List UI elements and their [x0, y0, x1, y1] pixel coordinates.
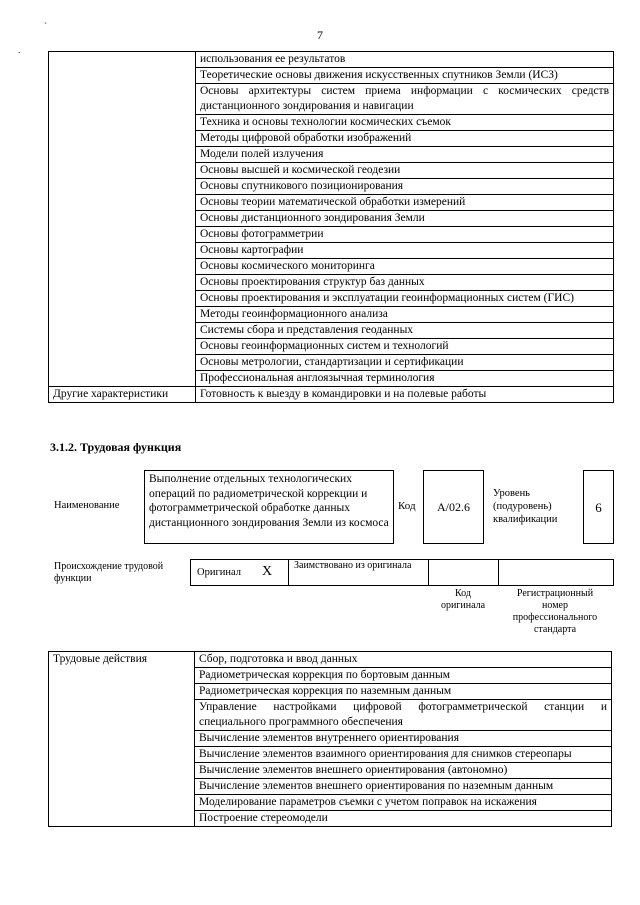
knowledge-item: Профессиональная англоязычная терминология [196, 371, 614, 387]
labor-action-item: Вычисление элементов внешнего ориентирования (автономно) [195, 763, 612, 779]
knowledge-item: Основы проектирования и эксплуатации геоинформационных систем (ГИС) [196, 291, 614, 307]
labor-action-item: Сбор, подготовка и ввод данных [195, 652, 612, 668]
divider [428, 559, 429, 586]
labor-action-item: Управление настройками цифровой фотограмметрической станции и специального программного обеспечения [195, 700, 612, 731]
labor-actions-label: Трудовые действия [49, 652, 195, 827]
knowledge-item: Теоретические основы движения искусственных спутников Земли (ИСЗ) [196, 68, 614, 84]
scan-mark: . [18, 45, 21, 55]
knowledge-item: Основы высшей и космической геодезии [196, 163, 614, 179]
knowledge-item: Основы спутникового позиционирования [196, 179, 614, 195]
name-label: Наименование [54, 500, 120, 511]
code-label: Код [398, 500, 416, 512]
name-box [144, 470, 394, 544]
table-row [49, 652, 612, 668]
knowledge-item: Основы картографии [196, 243, 614, 259]
function-name: Выполнение отдельных технологических операций по радиометрической коррекции и фотограмметрической обработке данных дистанционного зондирования Земли из космоса [149, 473, 389, 529]
knowledge-item: Методы цифровой обработки изображений [196, 131, 614, 147]
labor-action-item: Построение стереомодели [195, 811, 612, 827]
table-row [49, 52, 614, 68]
knowledge-item: Основы фотограмметрии [196, 227, 614, 243]
original-mark: X [262, 564, 273, 579]
original-label: Оригинал [197, 567, 241, 578]
reg-number-caption: Регистрационный номер профессионального стандарта [512, 588, 598, 635]
code-box [423, 470, 484, 544]
knowledge-item: Основы метрологии, стандартизации и сертификации [196, 355, 614, 371]
knowledge-item: Основы геоинформационных систем и технологий [196, 339, 614, 355]
labor-actions-table [48, 651, 612, 827]
labor-action-item: Моделирование параметров съемки с учетом поправок на искажения [195, 795, 612, 811]
code-original-caption: Код оригинала [440, 588, 486, 611]
knowledge-item: Готовность к выезду в командировки и на полевые работы [196, 387, 614, 403]
level-value: 6 [595, 500, 602, 515]
knowledge-item: Основы проектирования структур баз данных [196, 275, 614, 291]
origin-label: Происхождение трудовой функции [54, 561, 164, 584]
knowledge-item: Основы теории математической обработки измерений [196, 195, 614, 211]
knowledge-item: Основы космического мониторинга [196, 259, 614, 275]
section-heading: 3.1.2. Трудовая функция [50, 440, 182, 454]
code-value: А/02.6 [437, 500, 470, 514]
divider [288, 559, 289, 586]
labor-action-item: Радиометрическая коррекция по бортовым данным [195, 668, 612, 684]
scan-mark: ` [44, 21, 47, 31]
labor-action-item: Вычисление элементов внутреннего ориентирования [195, 731, 612, 747]
labor-action-item: Вычисление элементов взаимного ориентирования для снимков стереопары [195, 747, 612, 763]
knowledge-item: использования ее результатов [196, 52, 614, 68]
labor-action-item: Радиометрическая коррекция по наземным данным [195, 684, 612, 700]
divider [498, 559, 499, 586]
knowledge-item: Модели полей излучения [196, 147, 614, 163]
knowledge-item: Системы сбора и представления геоданных [196, 323, 614, 339]
knowledge-item: Методы геоинформационного анализа [196, 307, 614, 323]
knowledge-table [48, 51, 614, 403]
table-row [49, 387, 614, 403]
level-label: Уровень (подуровень) квалификации [493, 488, 558, 525]
knowledge-item: Основы архитектуры систем приема информации с космических средств дистанционного зондирования и навигации [196, 84, 614, 115]
level-box [583, 470, 614, 544]
knowledge-item: Техника и основы технологии космических съемок [196, 115, 614, 131]
page-number: 7 [317, 28, 323, 42]
borrowed-label: Заимствовано из оригинала [294, 560, 412, 571]
row-label: Другие характеристики [49, 387, 196, 403]
row-label [49, 52, 196, 387]
knowledge-item: Основы дистанционного зондирования Земли [196, 211, 614, 227]
labor-action-item: Вычисление элементов внешнего ориентирования по наземным данным [195, 779, 612, 795]
